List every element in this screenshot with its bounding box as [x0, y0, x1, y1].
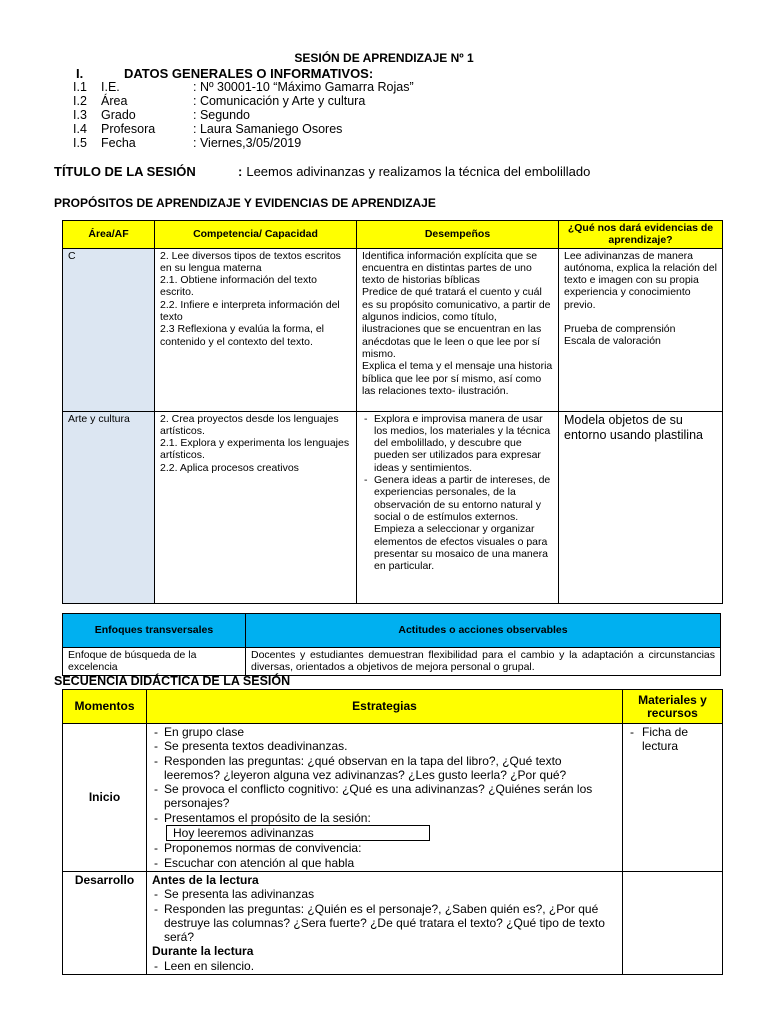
list-item: - En grupo clase — [152, 725, 617, 739]
header-enfoques: Enfoques transversales — [63, 614, 246, 648]
header-actitudes: Actitudes o acciones observables — [246, 614, 721, 648]
list-item: - Leen en silencio. — [152, 959, 617, 973]
page-title: SESIÓN DE APRENDIZAJE Nº 1 — [294, 51, 474, 65]
list-item: - Se provoca el conflicto cognitivo: ¿Qué es una adivinanzas? ¿Quiénes serán los personajes? — [152, 782, 617, 811]
strategies-inicio — [147, 724, 623, 872]
list-item: - Presentamos el propósito de la sesión: — [152, 811, 617, 825]
info-row-ie: I.1 I.E. : Nº 30001-10 “Máximo Gamarra Rojas” — [73, 80, 414, 94]
sequence-heading: SECUENCIA DIDÁCTICA DE LA SESIÓN — [54, 674, 291, 688]
area-cell: Arte y cultura — [63, 411, 155, 603]
before-reading-heading: Antes de la lectura — [152, 872, 259, 887]
list-item: - Ficha de lectura — [628, 725, 717, 754]
header-materiales: Materiales y recursos — [623, 690, 723, 724]
list-item: - Proponemos normas de convivencia: — [152, 841, 617, 855]
actitudes-cell: Docentes y estudiantes demuestran flexibilidad para el cambio y la adaptación a circunstancias diversas, orientados a objetivos de mejora personal o grupal. — [246, 648, 721, 676]
section-heading: DATOS GENERALES O INFORMATIVOS: — [124, 66, 374, 81]
table-row — [63, 724, 723, 872]
list-item: - Explora e improvisa manera de usar los medios, los materiales y la técnica del embolillado, y descubre que pueden ser utilizados para expresar ideas y sentimientos. — [362, 413, 553, 474]
evidencias-cell: Lee adivinanzas de manera autónoma, explica la relación del texto e imagen con su propia experiencia y conocimiento previo. Prueba de comprensión Escala de valoración — [559, 248, 723, 411]
header-evidencias: ¿Qué nos dará evidencias de aprendizaje? — [559, 221, 723, 249]
during-reading-heading: Durante la lectura — [152, 944, 254, 959]
competencia-cell: 2. Crea proyectos desde los lenguajes artísticos. 2.1. Explora y experimenta los lenguajes artísticos. 2.2. Aplica procesos creativos — [155, 411, 357, 603]
general-data-heading — [76, 66, 373, 81]
info-row-profesora: I.4 Profesora : Laura Samaniego Osores — [73, 122, 343, 136]
session-title: TÍTULO DE LA SESIÓN : Leemos adivinanzas y realizamos la técnica del embolillado — [54, 164, 591, 179]
header-competencia: Competencia/ Capacidad — [155, 221, 357, 249]
purposes-heading: PROPÓSITOS DE APRENDIZAJE Y EVIDENCIAS DE APRENDIZAJE — [54, 196, 436, 210]
enfoque-cell: Enfoque de búsqueda de la excelencia — [63, 648, 246, 676]
purposes-table — [62, 220, 723, 604]
strategies-desarrollo — [147, 871, 623, 974]
evidencias-cell: Modela objetos de su entorno usando plastilina — [559, 411, 723, 603]
list-item: - Se presenta textos deadivinanzas. — [152, 739, 617, 753]
table-row — [63, 871, 723, 974]
header-estrategias: Estrategias — [147, 690, 623, 724]
table-row — [63, 648, 721, 676]
purposes-header-row — [63, 221, 723, 249]
session-title-value: Leemos adivinanzas y realizamos la técnica del embolillado — [246, 164, 591, 179]
list-item: - Se presenta las adivinanzas — [152, 887, 617, 901]
materials-inicio — [623, 724, 723, 872]
info-row-grado: I.3 Grado : Segundo — [73, 108, 250, 122]
table-row — [63, 248, 723, 411]
list-item: - Responden las preguntas: ¿Quién es el personaje?, ¿Saben quién es?, ¿Por qué destruye las columnas? ¿Sera fuerte? ¿De qué tratara el texto? ¿Qué tipo de texto será? — [152, 902, 617, 945]
sequence-table — [62, 689, 723, 975]
session-title-label: TÍTULO DE LA SESIÓN — [54, 164, 196, 179]
list-item: - Escuchar con atención al que habla — [152, 856, 617, 870]
section-number: I. — [76, 66, 84, 81]
header-area: Área/AF — [63, 221, 155, 249]
list-item: - Genera ideas a partir de intereses, de experiencias personales, de la observación de su entorno natural y social o de estímulos externos. Empieza a seleccionar y organizar elementos de efectos visuales o para presentar su mosaico de una manera en particular. — [362, 474, 553, 572]
approaches-table — [62, 613, 721, 676]
table-row — [63, 411, 723, 603]
purpose-box: Hoy leeremos adivinanzas — [166, 825, 430, 841]
approaches-header-row — [63, 614, 721, 648]
info-row-area: I.2 Área : Comunicación y Arte y cultura — [73, 94, 366, 108]
info-row-fecha: I.5 Fecha : Viernes,3/05/2019 — [73, 136, 302, 150]
header-momentos: Momentos — [63, 690, 147, 724]
area-cell: C — [63, 248, 155, 411]
materials-desarrollo — [623, 871, 723, 974]
moment-inicio: Inicio — [63, 724, 147, 872]
competencia-cell: 2. Lee diversos tipos de textos escritos en su lengua materna 2.1. Obtiene información del texto escrito. 2.2. Infiere e interpreta información del texto 2.3 Reflexiona y evalúa la forma, el contenido y el contexto del texto. — [155, 248, 357, 411]
desempenos-cell — [357, 411, 559, 603]
list-item: - Responden las preguntas: ¿qué observan en la tapa del libro?, ¿Qué texto leeremos? ¿leyeron alguna vez adivinanzas? ¿Les gusto leerla? ¿Por qué? — [152, 754, 617, 783]
desempenos-cell: Identifica información explícita que se encuentra en distintas partes de uno texto de historias bíblicas Predice de qué tratará el cuento y cuál es su propósito comunicativo, a partir de algunos indicios, como título, ilustraciones que se encuentran en las anécdotas que le leen o que lee por sí mismo. Explica el tema y el mensaje una historia bíblica que lee por sí mismo, así como las relaciones texto- ilustración. — [357, 248, 559, 411]
sequence-header-row — [63, 690, 723, 724]
header-desempenos: Desempeños — [357, 221, 559, 249]
moment-desarrollo: Desarrollo — [63, 871, 147, 974]
